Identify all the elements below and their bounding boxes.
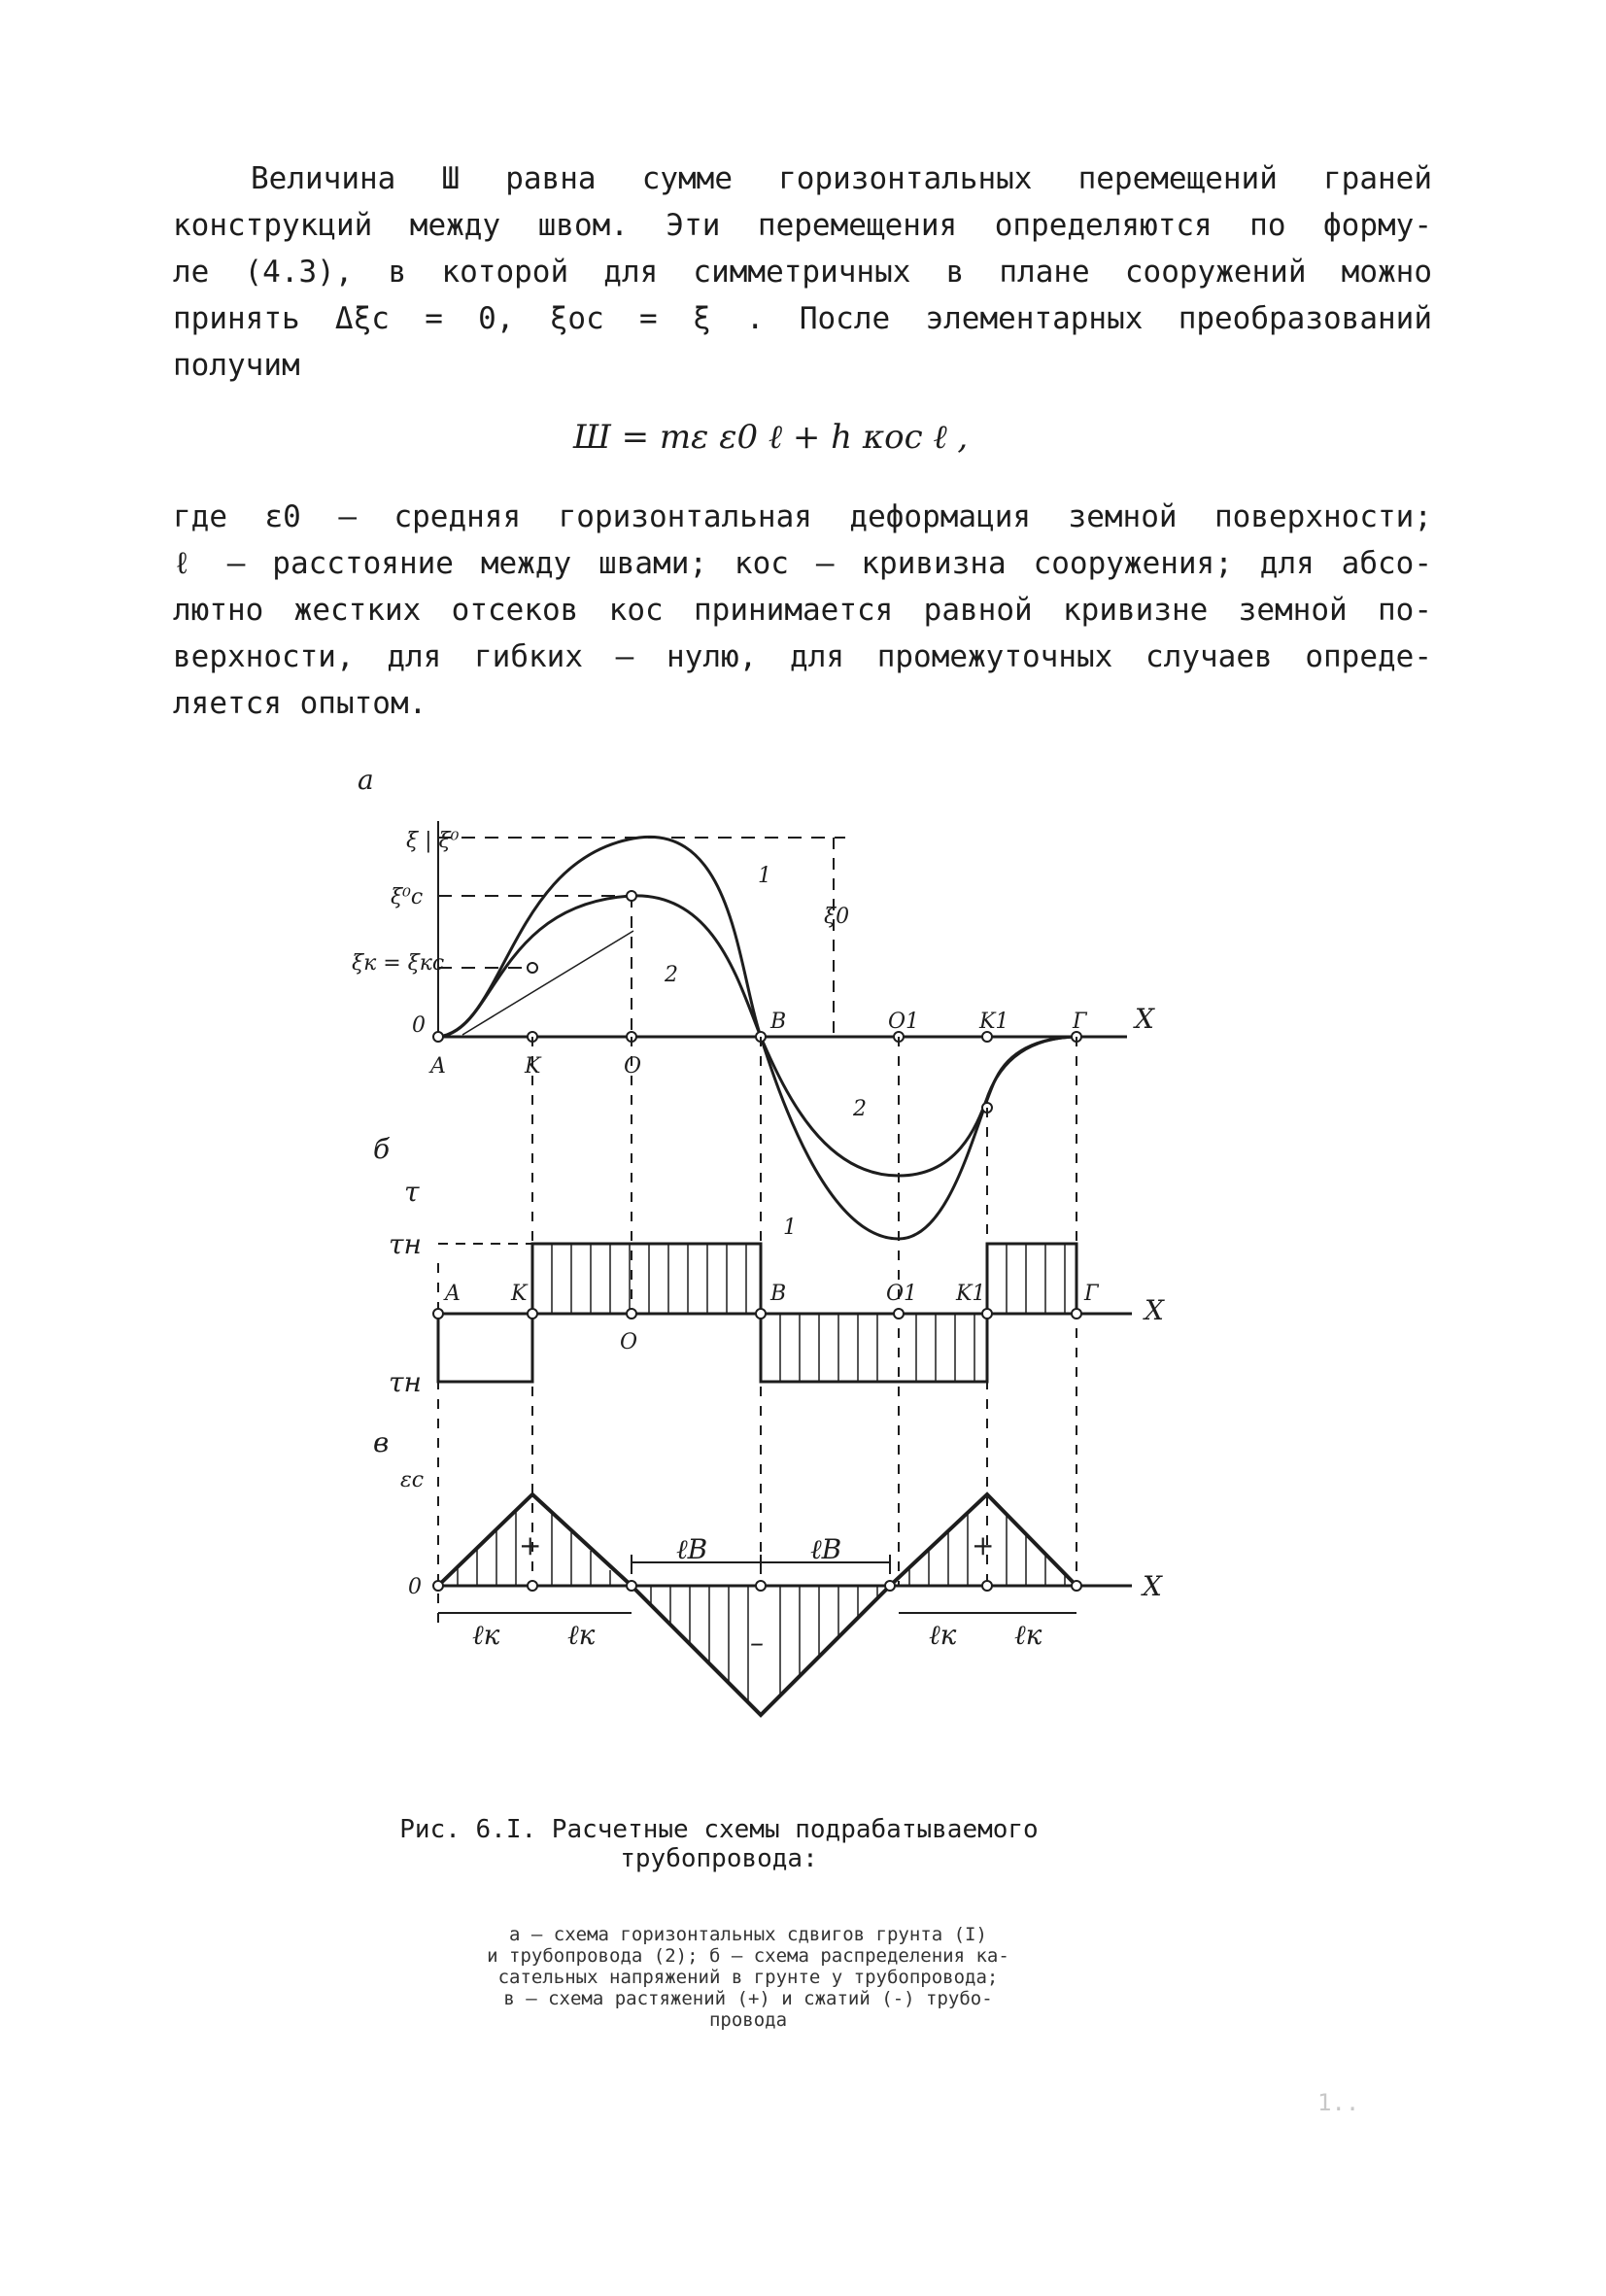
tangent-line [462,931,633,1035]
panel-b-points [433,1309,1081,1319]
curve-1-lower-label: 1 [783,1216,797,1240]
curve-1-label: 1 [758,864,771,888]
tau-n-top: τн [389,1228,422,1260]
b-label-o1: O1 [886,1282,918,1306]
point-label-o: O [624,1054,642,1079]
label-lk-2: ℓк [567,1619,596,1651]
label-lk-4: ℓк [1014,1619,1042,1651]
tau-n-bottom: τн [389,1366,422,1398]
point-label-k1: K1 [979,1010,1009,1034]
legend-line: провода [708,2009,788,2031]
figure-legend [408,1924,1088,2031]
tick-xi0c: ξ⁰c [391,885,424,909]
label-lb-2: ℓB [810,1533,842,1565]
point-a [433,1032,443,1042]
panel-a-origin: 0 [412,1013,426,1038]
point-label-k: K [525,1054,541,1079]
xi0-label: ξ0 [824,905,850,929]
caption-line-1: Рис. 6.I. Расчетные схемы подрабатываемого [399,1815,1039,1844]
figure-caption [350,1815,1088,1873]
point-label-g: Г [1073,1010,1087,1034]
label-lb-1: ℓB [676,1533,708,1565]
panel-a-x-axis-label: X [1135,1003,1154,1035]
panel-c-points [433,1581,1081,1591]
minus-sign: – [750,1627,764,1659]
point-label-a: A [430,1054,446,1079]
panel-c-label: в [373,1426,390,1458]
strain-polyline [438,1494,1076,1715]
text-line: где ε0 – средняя горизонтальная деформация земной поверхности; [173,499,1432,534]
c-point-g [1072,1581,1081,1591]
b-point-b [756,1309,766,1319]
point-label-b: B [770,1010,787,1034]
plus-sign-2: + [972,1529,995,1561]
text-line: лютно жестких отсеков κoc принимается равной кривизне земной по- [173,593,1432,628]
block-k1-g [987,1244,1076,1314]
panel-c-y-label: εc [400,1468,425,1492]
panel-c-x-axis-label: X [1143,1570,1162,1602]
c-point-b [756,1581,766,1591]
caption-line-2: трубопровода: [620,1844,818,1873]
b-label-b: B [770,1282,787,1306]
b-label-k: K [511,1282,528,1306]
b-label-o: O [620,1330,638,1354]
b-label-a: A [445,1282,461,1306]
panel-a-label: а [358,764,374,796]
legend-line: и трубопровода (2); б – схема распределения ка- [487,1945,1009,1967]
tick-xik: ξк = ξкc [352,951,445,976]
text-line: принять Δξc = 0, ξoc = ξ . После элементарных преобразований [173,301,1432,336]
label-lk-1: ℓк [472,1619,500,1651]
block-a-k [438,1314,532,1382]
b-point-o1 [894,1309,904,1319]
panel-c-origin: 0 [408,1575,422,1599]
c-point-o1 [885,1581,895,1591]
b-label-g: Г [1084,1282,1099,1306]
point-k-curve [528,963,537,973]
c-point-k [528,1581,537,1591]
text-line: верхности, для гибких – нулю, для промежуточных случаев опреде- [173,639,1432,674]
text-line: ляется опытом. [173,686,427,721]
block-b-k1 [761,1314,987,1382]
panel-b-x-axis-label: X [1145,1294,1164,1326]
b-point-o [627,1309,636,1319]
label-lk-3: ℓк [929,1619,957,1651]
point-label-o1: O1 [888,1010,920,1034]
panel-b-label: б [373,1133,391,1165]
c-point-o [627,1581,636,1591]
b-point-g [1072,1309,1081,1319]
b-point-k1 [982,1309,992,1319]
plus-sign-1: + [519,1529,542,1561]
text-line: ле (4.3), в которой для симметричных в плане сооружений можно [173,255,1432,290]
text-line: Величина Ш равна сумме горизонтальных перемещений граней [251,161,1432,196]
panel-a-points [433,891,1081,1113]
legend-line: сательных напряжений в грунте у трубопровода; [497,1967,999,1988]
text-line: конструкций между швом. Эти перемещения определяются по форму- [173,208,1432,243]
formula-sh: Ш = mε ε0 ℓ + h κoc ℓ , [573,418,969,457]
b-point-k [528,1309,537,1319]
c-point-k1 [982,1581,992,1591]
curve-2-lower-label: 2 [853,1097,867,1121]
legend-line: а – схема горизонтальных сдвигов грунта (I) [509,1924,987,1945]
legend-line: в – схема растяжений (+) и сжатий (-) трубо- [503,1988,993,2009]
page-number: 1.. [1317,2089,1360,2116]
b-point-a [433,1309,443,1319]
text-line: получим [173,348,300,383]
point-o-curve [627,891,636,901]
panel-a-yaxis-label: ξ | ξ⁰ [406,829,460,853]
curve-2-label: 2 [665,963,678,987]
c-point-a [433,1581,443,1591]
b-label-k1: K1 [956,1282,986,1306]
panel-b-y-label: τ [404,1176,420,1208]
text-line: ℓ – расстояние между швами; κoc – кривизна сооружения; для абсо- [173,546,1432,581]
